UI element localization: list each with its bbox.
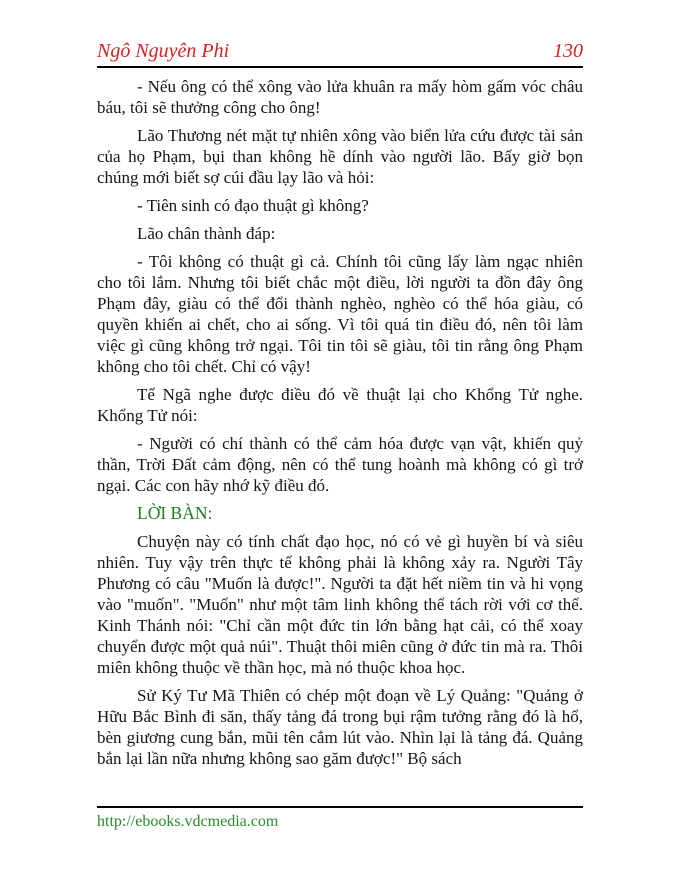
author-name: Ngô Nguyên Phi xyxy=(97,40,230,62)
header-rule xyxy=(97,66,583,68)
footer-url: http://ebooks.vdcmedia.com xyxy=(97,813,279,830)
footer-rule xyxy=(97,806,583,808)
page-header xyxy=(97,40,583,63)
paragraph: Chuyện này có tính chất đạo học, nó có vẻ gì huyền bí và siêu nhiên. Tuy vậy trên thực tế không phải là không xảy ra. Người Tây Phương có câu "Muốn là được!". Người ta đặt hết niềm tin và hi vọng vào "muốn". "Muốn" như một tâm linh không thể tách rời với cơ thể. Kinh Thánh nói: "Chỉ cần một đức tin lớn bằng hạt cải, có thể xoay chuyển được một quả núi". Thuật thôi miên cũng ở đức tin mà ra. Thôi miên không thuộc về thần học, mà nó thuộc khoa học. xyxy=(97,532,583,677)
paragraph: - Người có chí thành có thể cảm hóa được vạn vật, khiến quỷ thần, Trời Đất cảm động, nên có thể tung hoành mà không có gì trở ngại. Các con hãy nhớ kỹ điều đó. xyxy=(97,434,583,495)
section-heading-loi-ban: LỜI BÀN: xyxy=(137,503,213,523)
paragraph: Lão chân thành đáp: xyxy=(137,224,276,243)
page-number: 130 xyxy=(553,40,583,62)
paragraph: Lão Thương nét mặt tự nhiên xông vào biển lửa cứu được tài sản của họ Phạm, bụi than không hề dính vào người lão. Bấy giờ bọn chúng mới biết sợ cúi đầu lạy lão và hỏi: xyxy=(97,126,583,187)
paragraph: - Tiên sinh có đạo thuật gì không? xyxy=(137,196,369,215)
page-body xyxy=(97,76,583,776)
paragraph: Sử Ký Tư Mã Thiên có chép một đoạn về Lý Quảng: "Quảng ở Hữu Bắc Bình đi săn, thấy tảng đá trong bụi rậm tưởng rằng đó là hổ, bèn giương cung bắn, mũi tên cắm lút vào. Nhìn lại là tảng đá. Quảng bắn lại lần nữa nhưng không sao găm được!" Bộ sách xyxy=(97,686,583,768)
paragraph: Tể Ngã nghe được điều đó về thuật lại cho Khổng Tử nghe. Khổng Tử nói: xyxy=(97,385,583,425)
paragraph: - Tôi không có thuật gì cả. Chính tôi cũng lấy làm ngạc nhiên cho tôi lắm. Nhưng tôi biết chắc một điều, lời người ta đồn đây ông Phạm đây, giàu có thể đổi thành nghèo, nghèo có thể hóa giàu, có quyền khiến ai chết, cho ai sống. Vì tôi quá tin điều đó, nên tôi làm việc gì cũng không trở ngại. Tôi tin tôi sẽ giàu, tôi tin rằng ông Phạm không cho tôi chết. Chỉ có vậy! xyxy=(97,252,583,376)
paragraph: - Nếu ông có thể xông vào lửa khuân ra mấy hòm gấm vóc châu báu, tôi sẽ thưởng công cho ông! xyxy=(97,77,583,117)
